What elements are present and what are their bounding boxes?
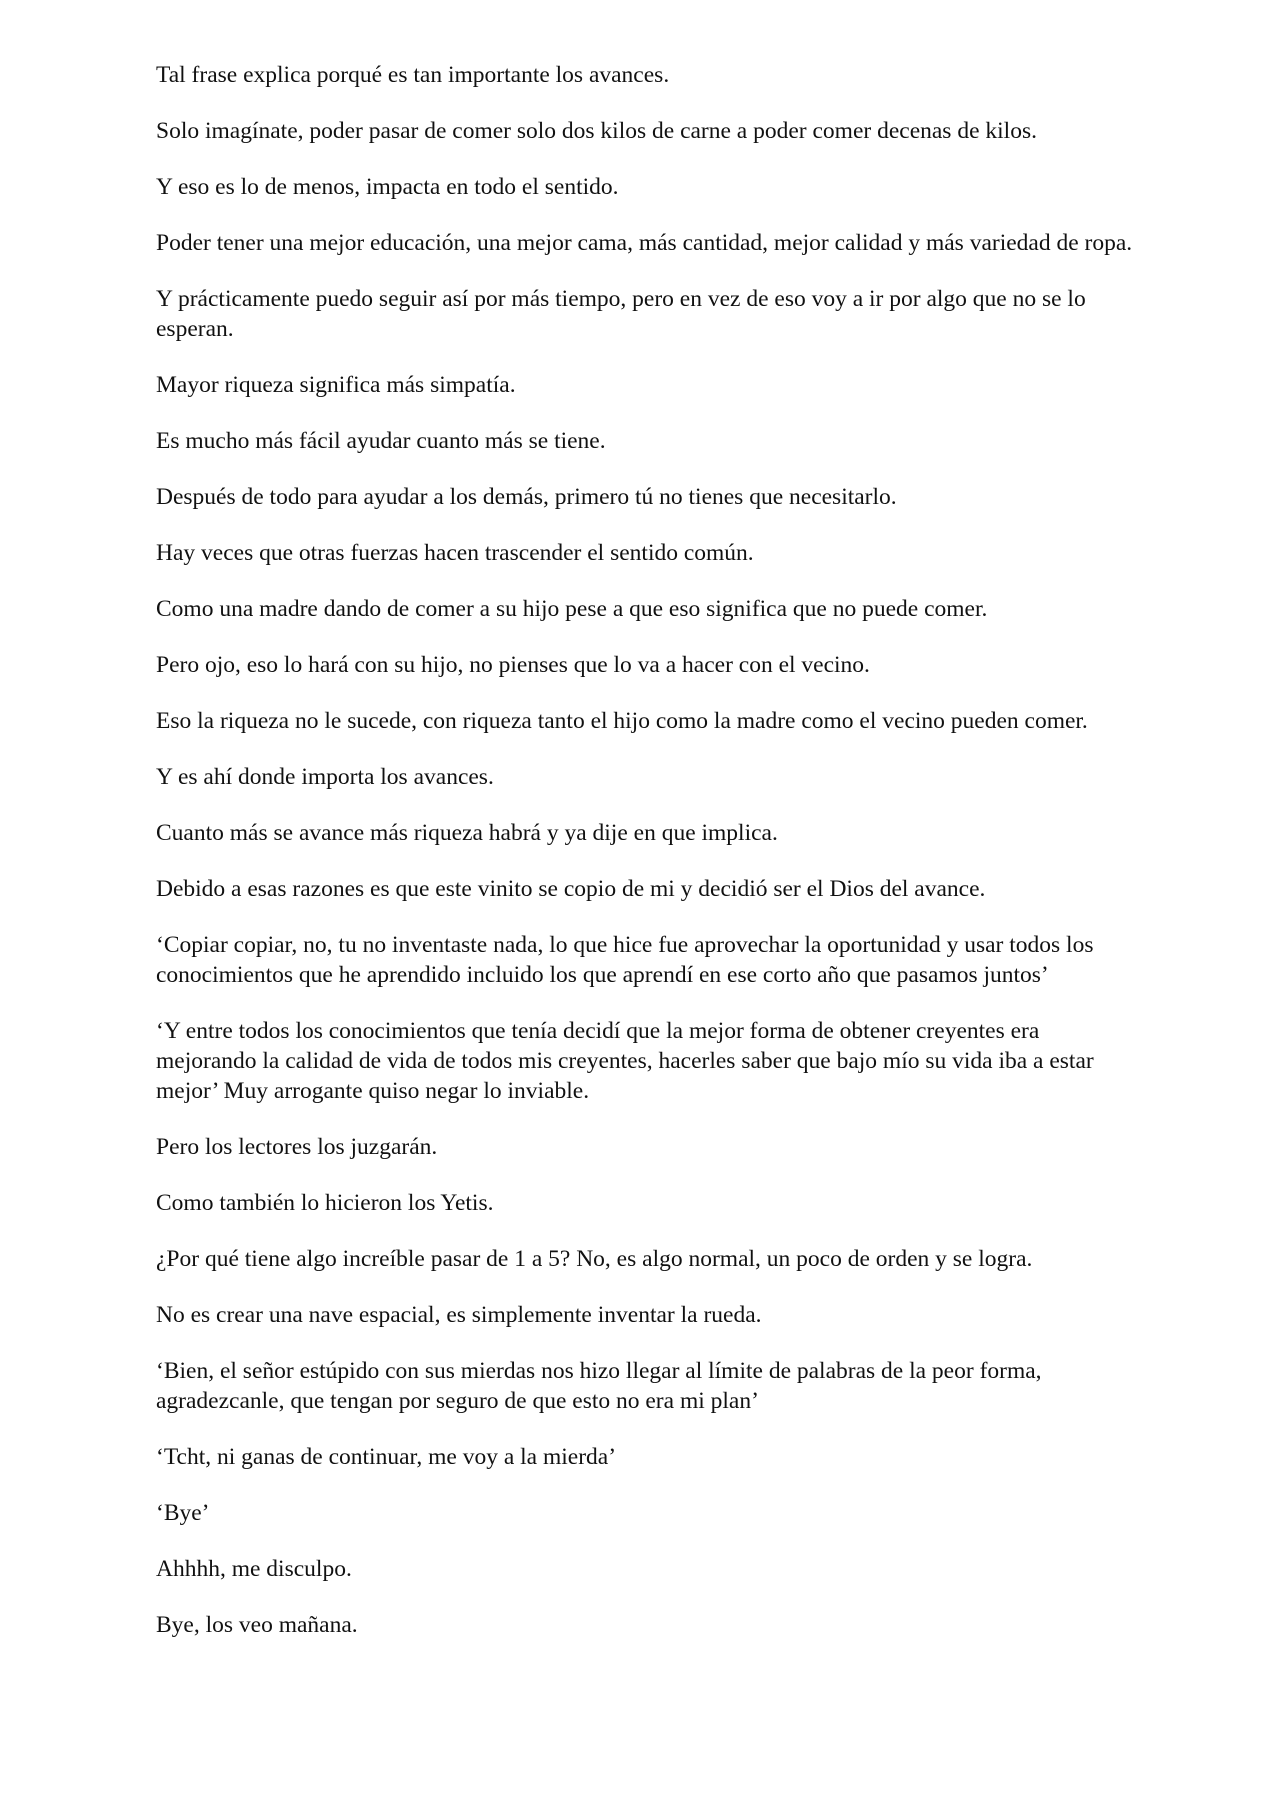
paragraph: Pero ojo, eso lo hará con su hijo, no pienses que lo va a hacer con el vecino. (156, 652, 870, 678)
paragraph: Poder tener una mejor educación, una mejor cama, más cantidad, mejor calidad y más variedad de ropa. (156, 230, 1133, 256)
paragraph: Pero los lectores los juzgarán. (156, 1134, 438, 1160)
paragraph: ‘Y entre todos los conocimientos que tenía decidí que la mejor forma de obtener creyentes era mejorando la calidad de vida de todos mis creyentes, hacerles saber que bajo mío su vida iba a estar mejor’ Muy arrogante quiso negar lo inviable. (156, 1018, 1094, 1104)
document-page (156, 60, 1136, 1666)
paragraph: Eso la riqueza no le sucede, con riqueza tanto el hijo como la madre como el vecino pueden comer. (156, 708, 1088, 734)
paragraph: ‘Copiar copiar, no, tu no inventaste nada, lo que hice fue aprovechar la oportunidad y usar todos los conocimientos que he aprendido incluido los que aprendí en ese corto año que pasamos juntos’ (156, 932, 1094, 988)
paragraph: ¿Por qué tiene algo increíble pasar de 1 a 5? No, es algo normal, un poco de orden y se logra. (156, 1246, 1033, 1272)
paragraph: ‘Bien, el señor estúpido con sus mierdas nos hizo llegar al límite de palabras de la peor forma, agradezcanle, que tengan por seguro de que esto no era mi plan’ (156, 1358, 1042, 1414)
paragraph: Ahhhh, me disculpo. (156, 1556, 352, 1582)
paragraph: Y prácticamente puedo seguir así por más tiempo, pero en vez de eso voy a ir por algo que no se lo esperan. (156, 286, 1086, 342)
paragraph: Después de todo para ayudar a los demás, primero tú no tienes que necesitarlo. (156, 484, 897, 510)
paragraph: Hay veces que otras fuerzas hacen trascender el sentido común. (156, 540, 754, 566)
paragraph: ‘Tcht, ni ganas de continuar, me voy a la mierda’ (156, 1444, 617, 1470)
paragraph: Tal frase explica porqué es tan importante los avances. (156, 62, 670, 88)
paragraph: Y eso es lo de menos, impacta en todo el sentido. (156, 174, 619, 200)
paragraph: ‘Bye’ (156, 1500, 210, 1526)
paragraph: Es mucho más fácil ayudar cuanto más se tiene. (156, 428, 606, 454)
paragraph: Como también lo hicieron los Yetis. (156, 1190, 494, 1216)
paragraph: Mayor riqueza significa más simpatía. (156, 372, 516, 398)
paragraph: Solo imagínate, poder pasar de comer solo dos kilos de carne a poder comer decenas de kilos. (156, 118, 1037, 144)
paragraph: Y es ahí donde importa los avances. (156, 764, 494, 790)
paragraph: Bye, los veo mañana. (156, 1612, 358, 1638)
paragraph: Como una madre dando de comer a su hijo pese a que eso significa que no puede comer. (156, 596, 988, 622)
paragraph: No es crear una nave espacial, es simplemente inventar la rueda. (156, 1302, 762, 1328)
paragraph: Cuanto más se avance más riqueza habrá y ya dije en que implica. (156, 820, 778, 846)
paragraph: Debido a esas razones es que este vinito se copio de mi y decidió ser el Dios del avance. (156, 876, 986, 902)
